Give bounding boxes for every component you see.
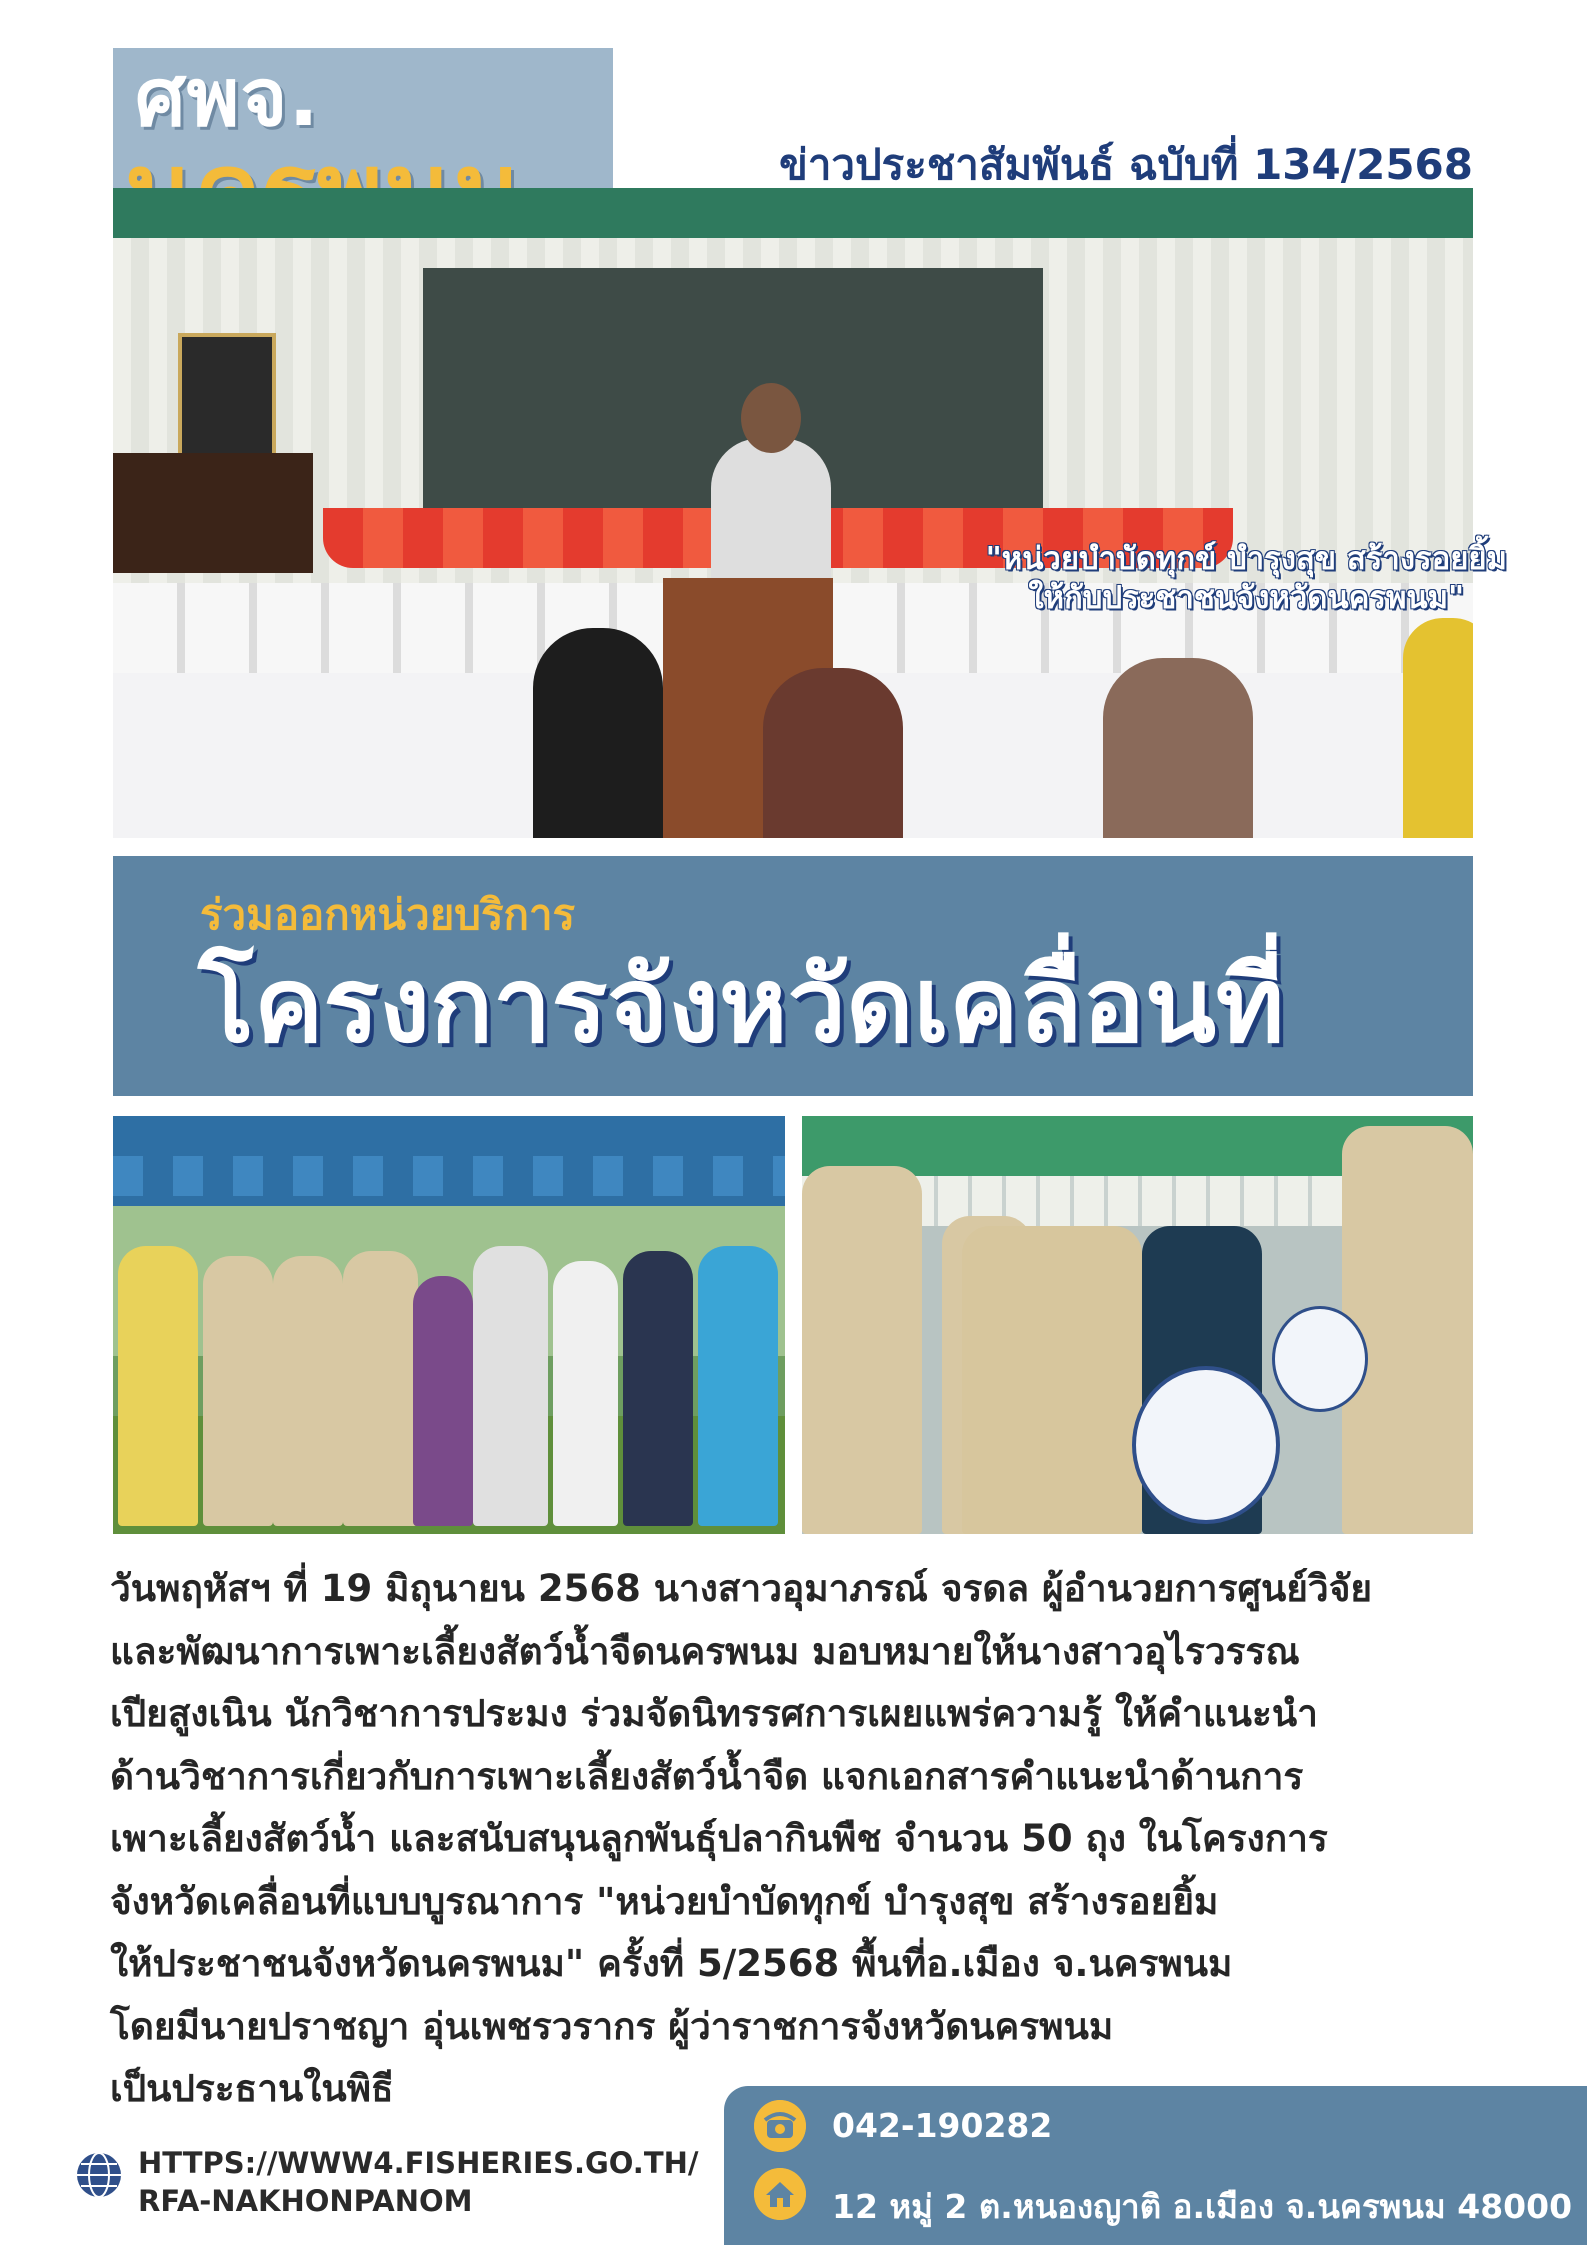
hero-photo — [113, 188, 1473, 838]
headline-subtitle: ร่วมออกหน่วยบริการ — [200, 890, 576, 939]
person — [802, 1166, 922, 1534]
logo-title: ศพจ. — [135, 51, 320, 144]
hero-audience — [1403, 618, 1473, 838]
globe-icon — [74, 2150, 124, 2200]
body-line: ด้านวิชาการเกี่ยวกับการเพาะเลี้ยงสัตว์น้ำจืด แจกเอกสารคำแนะนำด้านการ — [110, 1754, 1304, 1798]
issue-title: ข่าวประชาสัมพันธ์ ฉบับที่ 134/2568 — [779, 140, 1473, 189]
body-line: วันพฤหัสฯ ที่ 19 มิถุนายน 2568 นางสาวอุมาภรณ์ จรดล ผู้อำนวยการศูนย์วิจัย — [110, 1567, 1373, 1610]
address: 12 หมู่ 2 ต.หนองญาติ อ.เมือง จ.นครพนม 48000 — [832, 2187, 1573, 2226]
hero-caption — [986, 540, 1507, 618]
home-icon — [754, 2168, 806, 2220]
person — [343, 1251, 418, 1526]
article-body — [110, 1558, 1502, 2121]
body-line: จังหวัดเคลื่อนที่แบบบูรณาการ "หน่วยบำบัดทุกข์ บำรุงสุข สร้างรอยยิ้ม — [110, 1879, 1219, 1923]
tent-fringe — [113, 1156, 785, 1196]
body-line: ให้ประชาชนจังหวัดนครพนม" ครั้งที่ 5/2568 พื้นที่อ.เมือง จ.นครพนม — [110, 1942, 1233, 1985]
hero-portrait — [178, 333, 276, 466]
hero-speaker — [711, 438, 831, 588]
phone-number[interactable]: 042-190282 — [832, 2106, 1053, 2145]
headline-title: โครงการจังหวัดเคลื่อนที่ — [198, 944, 1285, 1066]
website-url-line: RFA-NAKHONPANOM — [138, 2184, 473, 2218]
body-line: โดยมีนายปราชญา อุ่นเพชรวรากร ผู้ว่าราชการจังหวัดนครพนม — [110, 2004, 1114, 2048]
hero-altar — [113, 453, 313, 573]
hero-caption-line: "หน่วยบำบัดทุกข์ บำรุงสุข สร้างรอยยิ้ม — [985, 541, 1507, 577]
person — [473, 1246, 548, 1526]
hero-audience — [533, 628, 663, 838]
hero-audience — [763, 668, 903, 838]
person — [1342, 1126, 1473, 1534]
body-line: เปียสูงเนิน นักวิชาการประมง ร่วมจัดนิทรรศการเผยแพร่ความรู้ ให้คำแนะนำ — [110, 1692, 1318, 1735]
person — [118, 1246, 198, 1526]
hero-caption-line: ให้กับประชาชนจังหวัดนครพนม" — [1028, 579, 1465, 616]
person — [413, 1276, 473, 1526]
hero-audience — [1103, 658, 1253, 838]
person — [273, 1256, 343, 1526]
person — [698, 1246, 778, 1526]
fish-bag — [1132, 1366, 1280, 1524]
person — [553, 1261, 618, 1526]
body-line: เป็นประธานในพิธี — [110, 2067, 394, 2110]
website-url-line: HTTPS://WWW4.FISHERIES.GO.TH/ — [138, 2146, 699, 2180]
group-photo — [113, 1116, 785, 1534]
body-line: และพัฒนาการเพาะเลี้ยงสัตว์น้ำจืดนครพนม มอบหมายให้นางสาวอุไรวรรณ — [110, 1629, 1300, 1673]
phone-icon — [754, 2100, 806, 2152]
person — [962, 1226, 1142, 1534]
person — [623, 1251, 693, 1526]
handover-photo — [802, 1116, 1473, 1534]
body-line: เพาะเลี้ยงสัตว์น้ำ และสนับสนุนลูกพันธุ์ปลากินพืช จำนวน 50 ถุง ในโครงการ — [110, 1817, 1328, 1860]
person — [203, 1256, 273, 1526]
fish-bag — [1272, 1306, 1368, 1412]
website-link[interactable] — [138, 2144, 698, 2220]
hero-speaker-head — [741, 383, 801, 453]
